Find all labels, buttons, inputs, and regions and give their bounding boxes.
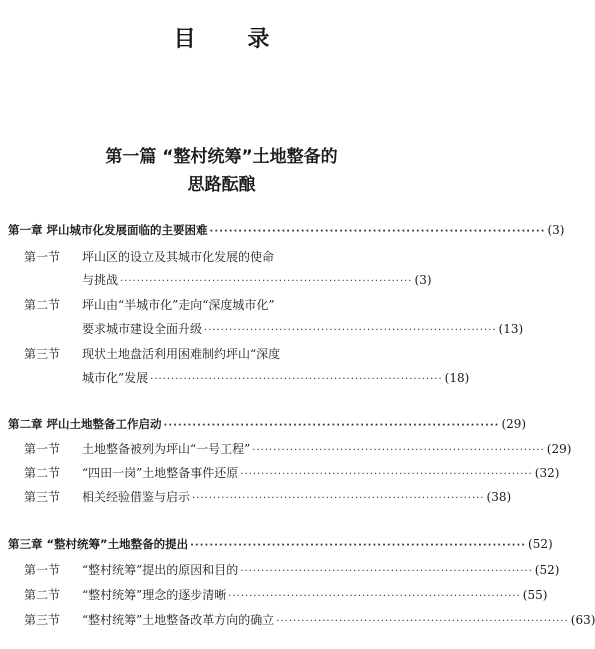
chapter-label: 第三章 “整村统筹”土地整备的提出 bbox=[8, 537, 189, 551]
toc-section-1-2[interactable] bbox=[24, 296, 431, 313]
section-title-cont: 要求城市建设全面升级 bbox=[82, 322, 203, 336]
leader-dots: ······································································ bbox=[209, 226, 546, 237]
page-number: (63) bbox=[570, 613, 595, 627]
section-title: 现状土地盘活利用困难制约坪山“深度 bbox=[82, 347, 281, 361]
part-title-line2: 思路酝酿 bbox=[187, 175, 256, 195]
section-title: 相关经验借鉴与启示 bbox=[82, 490, 191, 504]
section-number: 第一节 bbox=[24, 563, 61, 577]
page-number: (52) bbox=[534, 563, 560, 577]
toc-section-3-2[interactable] bbox=[24, 586, 548, 603]
toc-section-3-1[interactable] bbox=[24, 561, 560, 578]
section-number: 第二节 bbox=[24, 298, 61, 312]
leader-dots: ······································································ bbox=[150, 374, 443, 385]
section-title-cont: 城市化”发展 bbox=[82, 371, 149, 385]
toc-section-1-1[interactable] bbox=[24, 248, 431, 265]
leader-dots: ······································································ bbox=[276, 616, 569, 627]
page-number: (55) bbox=[522, 588, 548, 602]
page-number: (13) bbox=[498, 322, 524, 336]
page-number: (18) bbox=[444, 371, 470, 385]
section-number: 第一节 bbox=[24, 250, 61, 264]
page-number: (29) bbox=[546, 442, 572, 456]
section-title-cont: 与挑战 bbox=[82, 273, 119, 287]
section-title: “整村统筹”理念的逐步清晰 bbox=[82, 588, 227, 602]
page-number: (3) bbox=[414, 273, 432, 287]
leader-dots: ······································································ bbox=[163, 420, 500, 431]
page-title: 目 录 bbox=[173, 26, 292, 52]
section-title: 坪山区的设立及其城市化发展的使命 bbox=[82, 250, 275, 264]
leader-dots: ······································································ bbox=[240, 469, 533, 480]
leader-dots: ······································································ bbox=[240, 566, 533, 577]
section-title: “整村统筹”提出的原因和目的 bbox=[82, 563, 239, 577]
toc-section-2-2[interactable] bbox=[24, 464, 560, 481]
page-number: (52) bbox=[528, 537, 553, 551]
leader-dots: ······································································ bbox=[120, 276, 413, 287]
page-number: (38) bbox=[486, 490, 512, 504]
section-number: 第一节 bbox=[24, 442, 61, 456]
section-title: “四田一岗”土地整备事件还原 bbox=[82, 466, 239, 480]
leader-dots: ······································································ bbox=[190, 540, 527, 551]
part-title-line1: 第一篇 “整村统筹”土地整备的 bbox=[105, 147, 338, 167]
leader-dots: ······································································ bbox=[204, 325, 497, 336]
toc-section-2-3[interactable] bbox=[24, 488, 512, 505]
leader-dots: ······································································ bbox=[192, 493, 485, 504]
page-number: (29) bbox=[501, 417, 527, 431]
section-number: 第三节 bbox=[24, 347, 61, 361]
toc-section-1-2-cont[interactable] bbox=[82, 320, 524, 337]
leader-dots: ······································································ bbox=[228, 591, 521, 602]
chapter-label: 第二章 坪山土地整备工作启动 bbox=[8, 417, 162, 431]
page-number: (3) bbox=[547, 223, 565, 237]
section-number: 第二节 bbox=[24, 466, 61, 480]
section-number: 第二节 bbox=[24, 588, 61, 602]
toc-section-3-3[interactable] bbox=[24, 611, 595, 628]
section-number: 第三节 bbox=[24, 613, 61, 627]
toc-chapter-3[interactable] bbox=[8, 536, 553, 552]
toc-section-2-1[interactable] bbox=[24, 440, 572, 457]
leader-dots: ······································································ bbox=[252, 445, 545, 456]
section-title: 坪山由“半城市化”走向“深度城市化” bbox=[82, 298, 275, 312]
section-title: 土地整备被列为坪山“一号工程” bbox=[82, 442, 251, 456]
toc-chapter-2[interactable] bbox=[8, 416, 527, 432]
chapter-label: 第一章 坪山城市化发展面临的主要困难 bbox=[8, 223, 208, 237]
toc-section-1-1-cont[interactable] bbox=[82, 271, 431, 288]
toc-chapter-1[interactable] bbox=[8, 222, 565, 238]
section-title: “整村统筹”土地整备改革方向的确立 bbox=[82, 613, 275, 627]
toc-section-1-3[interactable] bbox=[24, 345, 431, 362]
section-number: 第三节 bbox=[24, 490, 61, 504]
page-number: (32) bbox=[534, 466, 560, 480]
toc-section-1-3-cont[interactable] bbox=[82, 369, 470, 386]
